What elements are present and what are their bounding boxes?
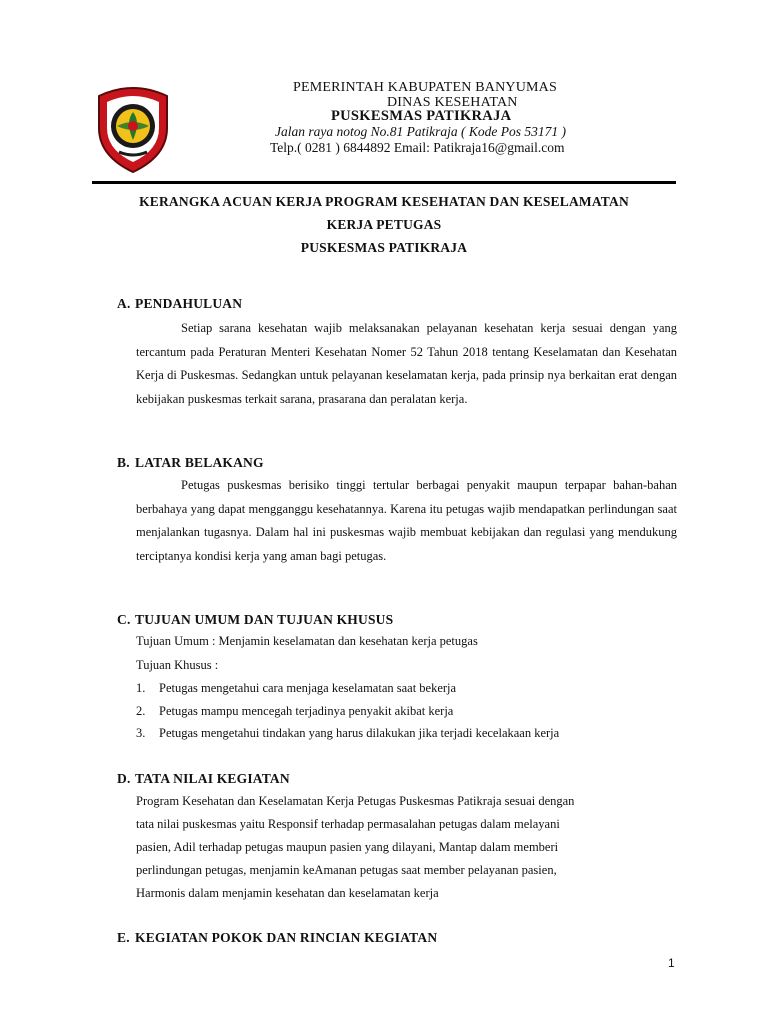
section-c-heading: [117, 612, 393, 628]
section-b-body: Petugas puskesmas berisiko tinggi tertular berbagai penyakit maupun terpapar bahan-bahan berbahaya yang dapat mengganggu kesehatannya. Karena itu petugas wajib mendapatkan perlindungan saat menjalankan tugasnya. Dalam hal ini puskesmas wajib membuat kebijakan dan regulasi yang mendukung terciptanya kondisi kerja yang aman bagi petugas.: [136, 478, 677, 563]
section-a-heading: [117, 296, 242, 312]
letterhead-puskesmas: PUSKESMAS PATIKRAJA: [331, 108, 512, 124]
section-b-heading: [117, 455, 264, 471]
tujuan-khusus-label: Tujuan Khusus :: [136, 658, 219, 672]
section-b-letter: B.: [117, 455, 130, 470]
section-a-paragraph: [136, 317, 677, 411]
document-title-line-2: KERJA PETUGAS: [326, 217, 442, 232]
section-c-letter: C.: [117, 612, 131, 627]
section-a-title: PENDAHULUAN: [135, 296, 243, 311]
letterhead-department: DINAS KESEHATAN: [387, 95, 518, 110]
document-title-line-3: PUSKESMAS PATIKRAJA: [300, 240, 468, 255]
letterhead-government: PEMERINTAH KABUPATEN BANYUMAS: [293, 80, 557, 95]
list-item: 3. Petugas mengetahui tindakan yang harus dilakukan jika terjadi kecelakaan kerja: [136, 726, 560, 740]
section-d-line: perlindungan petugas, menjamin keAmanan petugas saat member pelayanan pasien,: [136, 863, 557, 877]
section-c-title: TUJUAN UMUM DAN TUJUAN KHUSUS: [135, 612, 394, 627]
section-b-paragraph: [136, 474, 677, 568]
section-d-title: TATA NILAI KEGIATAN: [135, 771, 290, 786]
section-d-heading: [117, 771, 290, 787]
section-d-line: Program Kesehatan dan Keselamatan Kerja Petugas Puskesmas Patikraja sesuai dengan: [136, 794, 575, 808]
section-e-title: KEGIATAN POKOK DAN RINCIAN KEGIATAN: [135, 930, 438, 945]
letterhead-address: Jalan raya notog No.81 Patikraja ( Kode Pos 53171 ): [275, 124, 566, 139]
letterhead-divider: [92, 181, 676, 184]
section-d-line: Harmonis dalam menjamin kesehatan dan keselamatan kerja: [136, 886, 439, 900]
section-d-letter: D.: [117, 771, 131, 786]
kabupaten-banyumas-emblem-icon: [93, 82, 173, 174]
section-d-line: tata nilai puskesmas yaitu Responsif terhadap permasalahan petugas dalam melayani: [136, 817, 560, 831]
list-item: 1. Petugas mengetahui cara menjaga keselamatan saat bekerja: [136, 681, 457, 695]
section-b-title: LATAR BELAKANG: [135, 455, 264, 470]
list-item: 2. Petugas mampu mencegah terjadinya penyakit akibat kerja: [136, 704, 454, 718]
section-e-letter: E.: [117, 930, 130, 945]
letterhead-contact: Telp.( 0281 ) 6844892 Email: Patikraja16@gmail.com: [270, 140, 565, 155]
document-title-line-1: KERANGKA ACUAN KERJA PROGRAM KESEHATAN DAN KESELAMATAN: [139, 194, 629, 209]
section-a-body: Setiap sarana kesehatan wajib melaksanakan pelayanan kesehatan kerja sesuai dengan yang tercantum pada Peraturan Menteri Kesehatan Nomer 52 Tahun 2018 tentang Keselamatan dan Kesehatan Kerja di Puskesmas. Sedangkan untuk pelayanan keselamatan kerja, pada prinsip nya berkaitan erat dengan kebijakan puskesmas terkait sarana, prasarana dan peralatan kerja.: [136, 321, 677, 406]
section-e-heading: [117, 930, 437, 946]
page-number: 1: [668, 956, 675, 970]
section-a-letter: A.: [117, 296, 131, 311]
section-d-line: pasien, Adil terhadap petugas maupun pasien yang dilayani, Mantap dalam memberi: [136, 840, 559, 854]
tujuan-umum: Tujuan Umum : Menjamin keselamatan dan kesehatan kerja petugas: [136, 634, 478, 648]
